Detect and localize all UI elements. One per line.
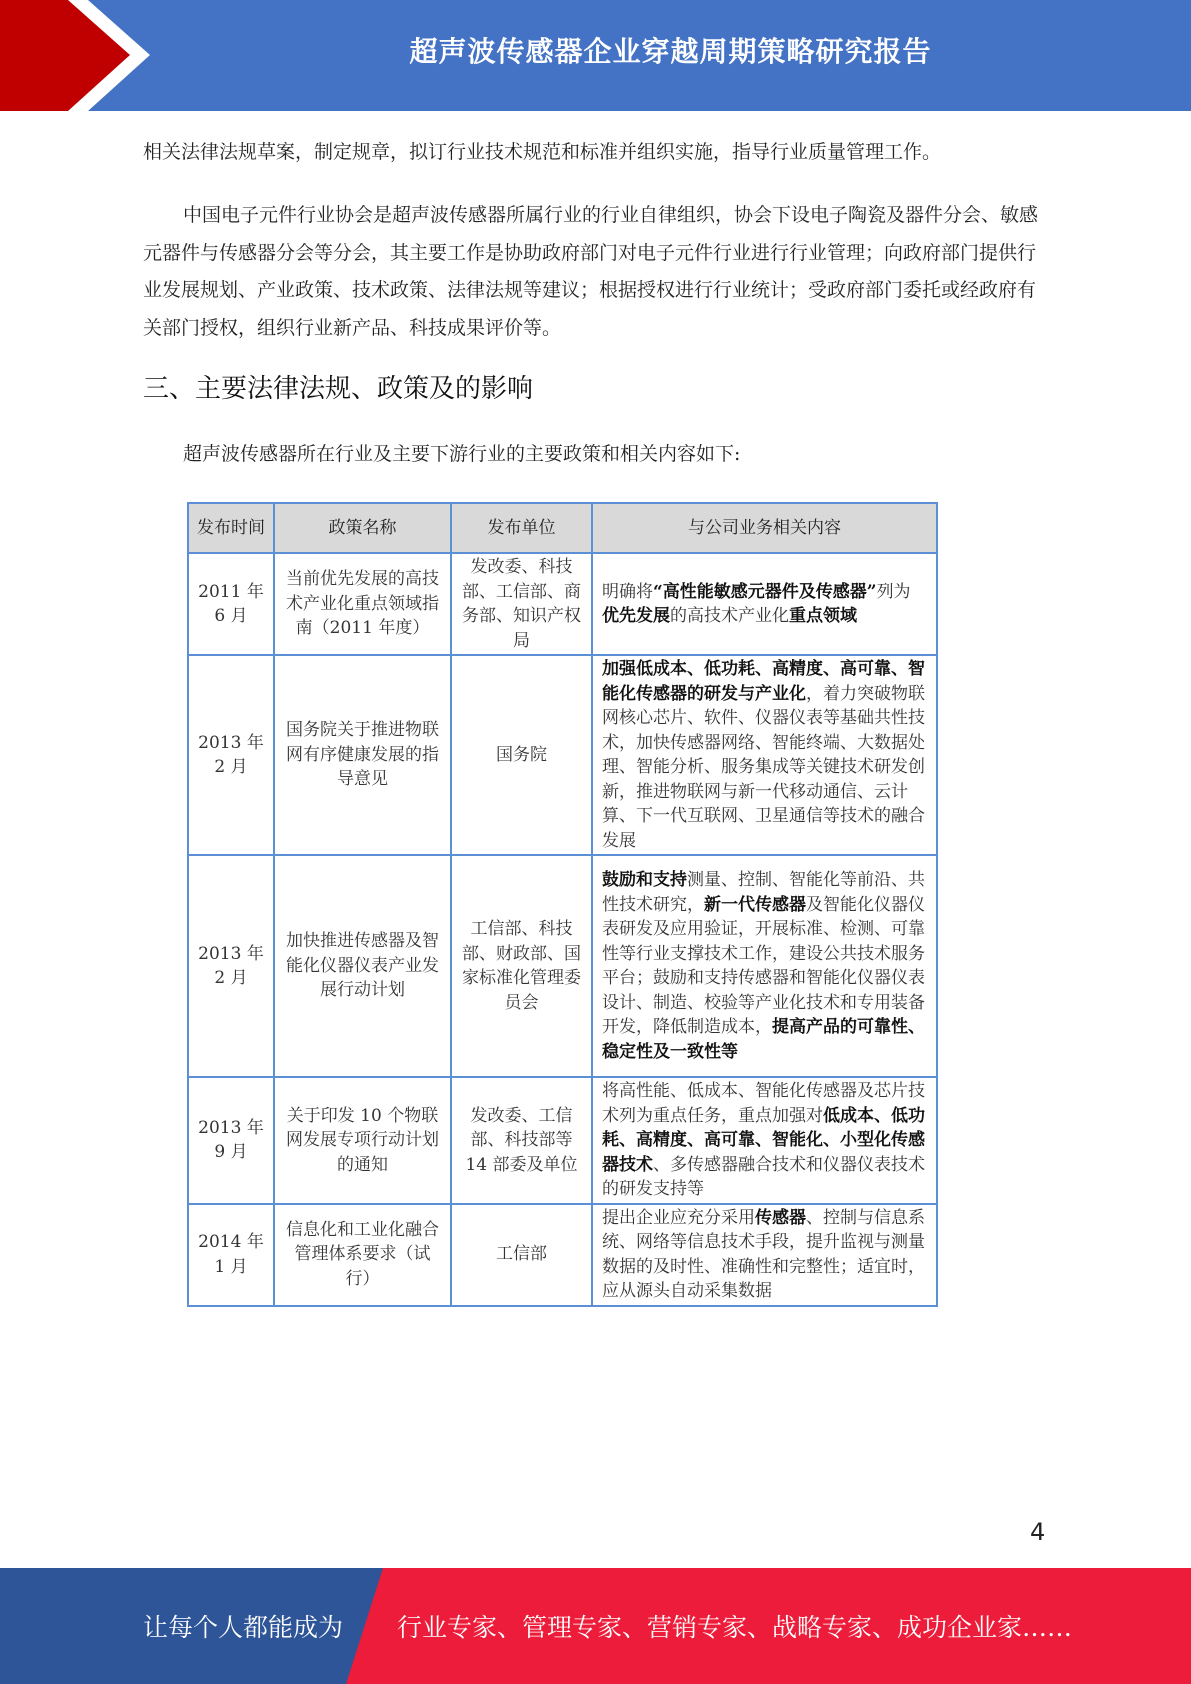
- paragraph-2: 中国电子元件行业协会是超声波传感器所属行业的行业自律组织，协会下设电子陶瓷及器件分会、敏感元器件与传感器分会等分会，其主要工作是协助政府部门对电子元件行业进行行业管理；向政府部门提供行业发展规划、产业政策、技术政策、法律法规等建议；根据授权进行行业统计；受政府部门委托或经政府有关部门授权，组织行业新产品、科技成果评价等。: [143, 204, 1039, 339]
- report-title: 超声波传感器企业穿越周期策略研究报告: [409, 35, 932, 68]
- content-run: 及智能化仪器仪表研发及应用验证，开展标准、检测、可靠性等行业支撑技术工作，建设公共技术服务平台；鼓励和支持传感器和智能化仪器仪表设计、制造、校验等产业化技术和专用装备开发，降低制造成本，: [602, 894, 925, 1037]
- content-bold-run: 新一代传感器: [704, 894, 806, 915]
- content-bold-run: 传感器: [755, 1207, 806, 1228]
- cell-name: 加快推进传感器及智能化仪器仪表产业发展行动计划: [274, 855, 451, 1077]
- content-run: ，着力突破物联网核心芯片、软件、仪器仪表等基础共性技术，加快传感器网络、智能终端、大数据处理、智能分析、服务集成等关键技术研发创新，推进物联网与新一代移动通信、云计算、下一代互联网、卫星通信等技术的融合发展: [602, 683, 925, 851]
- cell-content: [592, 553, 937, 655]
- content-bold-run: 提高产品的可靠性、稳定性及一致性等: [602, 1017, 925, 1062]
- cell-time: 2013 年 2 月: [188, 855, 274, 1077]
- content-bold-run: 优先发展: [602, 606, 670, 626]
- cell-time: 2013 年 9 月: [188, 1077, 274, 1204]
- content-run: 明确将: [602, 581, 653, 602]
- cell-content: [592, 1077, 937, 1204]
- content-run: 、多传感器融合技术和仪器仪表技术的研发支持等: [602, 1154, 925, 1199]
- content-run: 测量、控制、智能化等前沿、共性技术研究，: [602, 870, 925, 915]
- cell-content: [592, 1204, 937, 1306]
- table-row: [188, 655, 937, 855]
- page-footer: [0, 1568, 1191, 1684]
- table-row: [188, 1204, 937, 1306]
- table-header-row: [188, 503, 937, 553]
- content-bold-run: 重点领域: [789, 606, 857, 626]
- cell-issuer: 发改委、科技部、工信部、商务部、知识产权局: [451, 553, 592, 655]
- cell-issuer: 国务院: [451, 655, 592, 855]
- header-content: 与公司业务相关内容: [592, 503, 937, 553]
- cell-name: 当前优先发展的高技术产业化重点领域指南（2011 年度）: [274, 553, 451, 655]
- section-heading: 三、主要法律法规、政策及的影响: [143, 374, 534, 404]
- cell-name: 信息化和工业化融合管理体系要求（试行）: [274, 1204, 451, 1306]
- content-bold-run: 加强低成本、低功耗、高精度、高可靠、智能化传感器的研发与产业化: [602, 659, 925, 704]
- footer-slogan-left: 让每个人都能成为: [143, 1613, 344, 1642]
- header-name: 政策名称: [274, 503, 451, 553]
- policy-rows: [188, 553, 937, 1306]
- cell-issuer: 发改委、工信部、科技部等 14 部委及单位: [451, 1077, 592, 1204]
- content-run: 的高技术产业化: [670, 606, 789, 626]
- cell-name: 国务院关于推进物联网有序健康发展的指导意见: [274, 655, 451, 855]
- header-arrow-icon: [0, 0, 160, 111]
- content-run: 提出企业应充分采用: [602, 1207, 755, 1228]
- cell-name: 关于印发 10 个物联网发展专项行动计划的通知: [274, 1077, 451, 1204]
- header-issuer: 发布单位: [451, 503, 592, 553]
- page-header: [0, 0, 1191, 111]
- content-bold-run: “高性能敏感元器件及传感器”: [653, 581, 877, 602]
- page-number: 4: [1030, 1518, 1046, 1546]
- intro-paragraph: 超声波传感器所在行业及主要下游行业的主要政策和相关内容如下:: [183, 443, 741, 465]
- header-time: 发布时间: [188, 503, 274, 553]
- content-run: 列为: [876, 581, 911, 602]
- content-bold-run: 低成本、低功耗、高精度、高可靠、智能化、小型化传感器技术: [602, 1105, 925, 1175]
- cell-issuer: 工信部、科技部、财政部、国家标准化管理委员会: [451, 855, 592, 1077]
- footer-slogan-right: 行业专家、管理专家、营销专家、战略专家、成功企业家……: [397, 1613, 1073, 1642]
- cell-issuer: 工信部: [451, 1204, 592, 1306]
- cell-content: [592, 855, 937, 1077]
- cell-time: 2011 年 6 月: [188, 553, 274, 655]
- paragraph-1: 相关法律法规草案，制定规章，拟订行业技术规范和标准并组织实施，指导行业质量管理工作。: [143, 141, 942, 163]
- content-run: 将高性能、低成本、智能化传感器及芯片技术列为重点任务，重点加强对: [602, 1081, 925, 1126]
- table-row: [188, 855, 937, 1077]
- policy-table: [187, 502, 938, 1307]
- cell-time: 2014 年 1 月: [188, 1204, 274, 1306]
- cell-time: 2013 年 2 月: [188, 655, 274, 855]
- table-row: [188, 1077, 937, 1204]
- table-row: [188, 553, 937, 655]
- content-run: 、控制与信息系统、网络等信息技术手段，提升监视与测量数据的及时性、准确性和完整性；适宜时，应从源头自动采集数据: [602, 1207, 925, 1301]
- content-bold-run: 鼓励和支持: [602, 870, 687, 890]
- cell-content: [592, 655, 937, 855]
